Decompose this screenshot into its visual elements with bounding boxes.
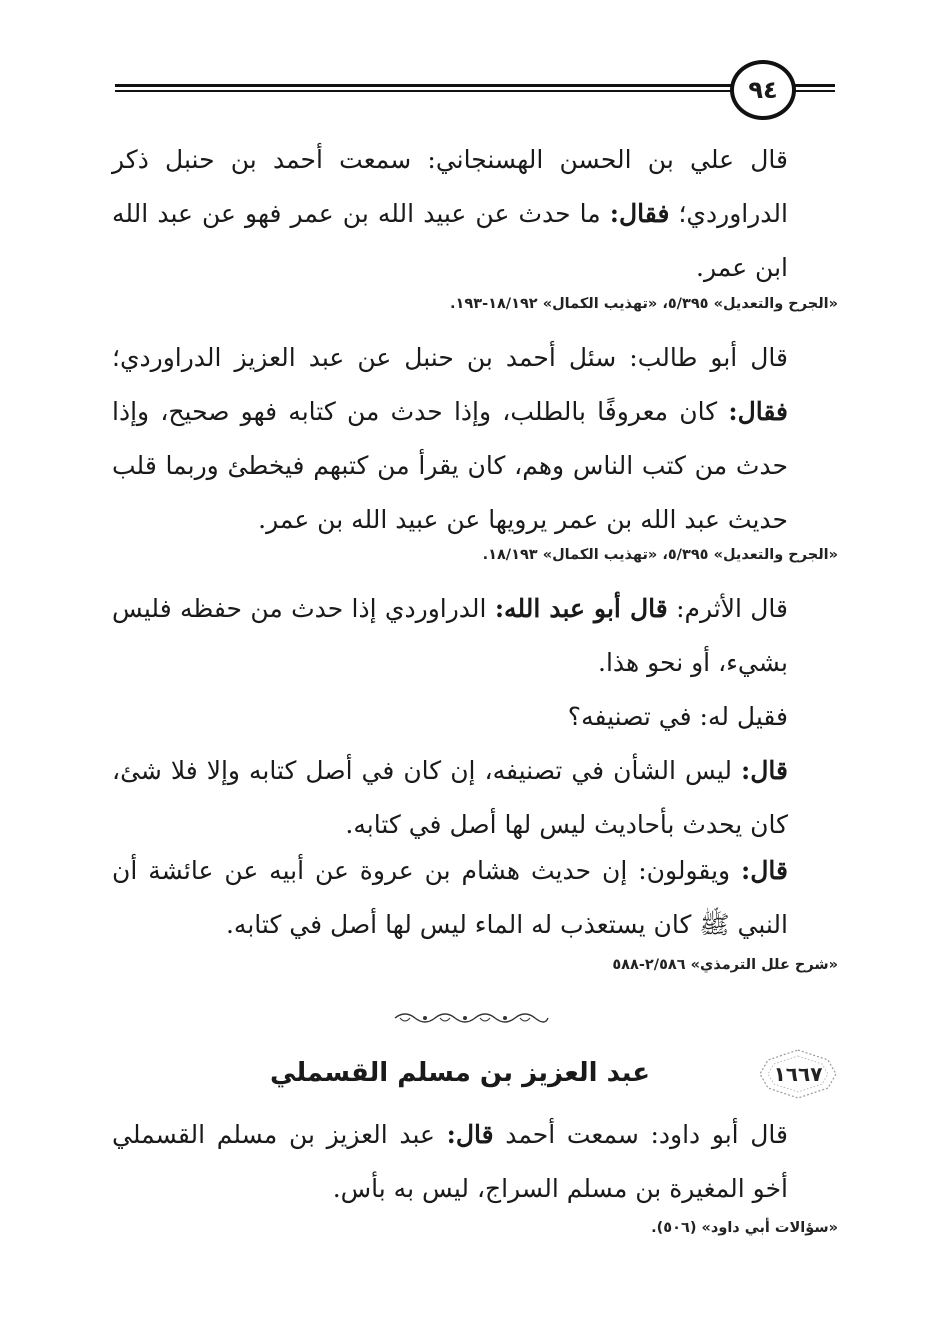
paragraph-2-text-b: كان معروفًا بالطلب، وإذا حدث من كتابه فهو صحيح، وإذا حدث من كتب الناس وهم، كان يقرأ من كتبهم فيخطئ وربما قلب حديث عبد الله بن عمر يرويها عن عبيد الله بن عمر. (112, 397, 788, 534)
paragraph-7 (112, 1108, 838, 1216)
paragraph-7-text-a: قال أبو داود: سمعت أحمد (505, 1120, 788, 1149)
paragraph-1-text-a: قال علي بن الحسن الهسنجاني: سمعت أحمد بن حنبل ذكر الدراوردي؛ (112, 145, 788, 228)
paragraph-2 (112, 331, 838, 547)
entry-number-badge (758, 1048, 838, 1100)
citation-1: «الجرح والتعديل» ٥/٣٩٥، «تهذيب الكمال» ١٨/١٩٢-١٩٣. (450, 296, 838, 312)
citation-3: «شرح علل الترمذي» ٢/٥٨٦-٥٨٨ (612, 957, 838, 973)
paragraph-5 (112, 744, 838, 852)
citation-4: «سؤالات أبي داود» (٥٠٦). (651, 1220, 838, 1236)
paragraph-3 (112, 582, 838, 690)
paragraph-4-text-a: فقيل له: في تصنيفه؟ (567, 702, 788, 731)
paragraph-1-text-b: ما حدث عن عبيد الله بن عمر فهو عن عبد الله ابن عمر. (112, 199, 788, 282)
header-rule (115, 84, 835, 94)
paragraph-3-text-b: الدراوردي إذا حدث من حفظه فليس بشيء، أو نحو هذا. (112, 594, 788, 677)
entry-number: ١٦٦٧ (773, 1062, 823, 1086)
header-rule-thick (115, 84, 835, 87)
paragraph-4 (112, 690, 838, 744)
paragraph-2-text-a: قال أبو طالب: سئل أحمد بن حنبل عن عبد العزيز الدراوردي؛ (112, 343, 788, 372)
paragraph-6 (112, 844, 838, 952)
entry-title: عبد العزيز بن مسلم القسملي (270, 1058, 650, 1088)
page-number: ٩٤ (730, 60, 796, 120)
section-divider-ornament (390, 1008, 550, 1028)
paragraph-5-text-b: ليس الشأن في تصنيفه، إن كان في أصل كتابه وإلا فلا شئ، كان يحدث بأحاديث ليس لها أصل في كتابه. (112, 756, 788, 839)
paragraph-1 (112, 133, 838, 295)
paragraph-3-text-a: قال الأثرم: (676, 594, 788, 623)
paragraph-1-bold: فقال: (609, 199, 670, 228)
paragraph-5-bold: قال: (741, 756, 788, 785)
header-rule-thin (115, 90, 835, 92)
paragraph-7-text-b: عبد العزيز بن مسلم القسملي أخو المغيرة بن مسلم السراج، ليس به بأس. (112, 1120, 788, 1203)
paragraph-3-bold: قال أبو عبد الله: (494, 594, 668, 623)
citation-2: «الجرح والتعديل» ٥/٣٩٥، «تهذيب الكمال» ١٨/١٩٣. (482, 547, 838, 563)
paragraph-6-text-b: ويقولون: إن حديث هشام بن عروة عن أبيه عن عائشة أن النبي ﷺ كان يستعذب له الماء ليس لها أصل في كتابه. (112, 856, 788, 939)
paragraph-2-bold: فقال: (728, 397, 788, 426)
paragraph-7-bold: قال: (446, 1120, 494, 1149)
paragraph-6-bold: قال: (741, 856, 788, 885)
